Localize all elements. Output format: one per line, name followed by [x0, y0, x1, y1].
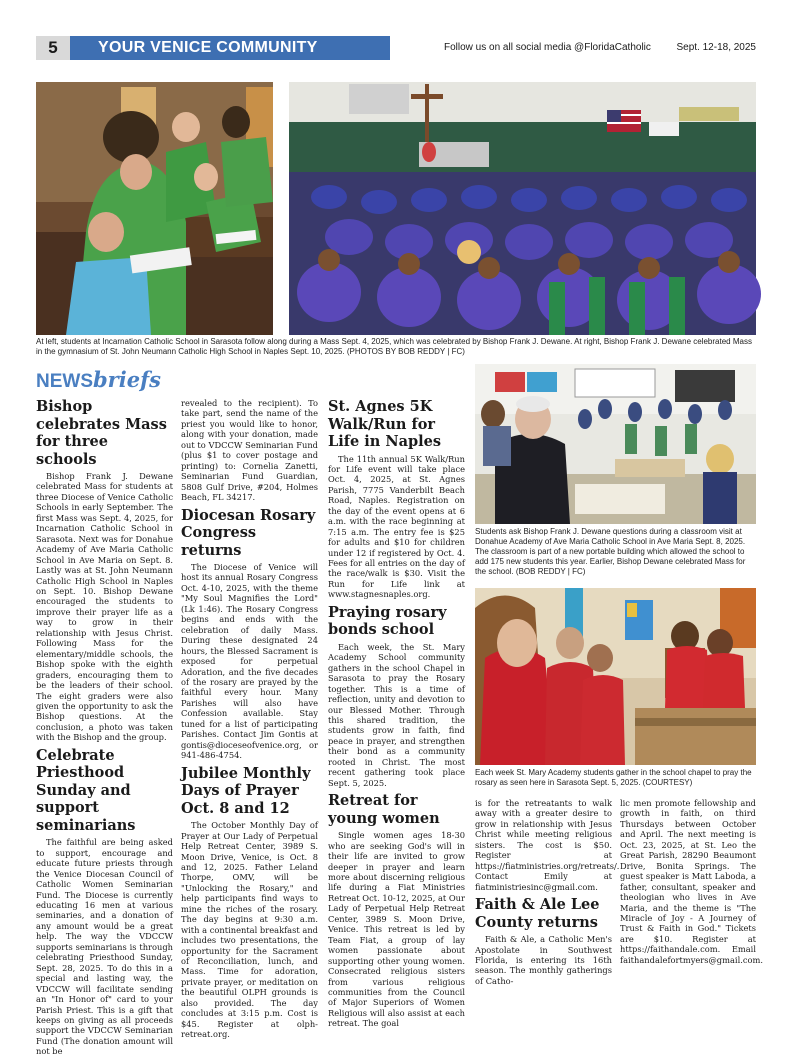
donahue-photo-caption: Students ask Bishop Frank J. Dewane questions during a classroom visit at Donahue Academy of Ave Maria Catholic School in Ave Maria Sept. 8, 2025. The classroom is part of a new portable building which allowed the school to add 175 new students this year. Earlier, Bishop Dewane celebrated Mass for the school. (BOB REDDY | FC): [475, 527, 746, 576]
column-1: [36, 396, 173, 1057]
issue-date: Sept. 12-18, 2025: [676, 42, 756, 53]
rosary-photo-caption: Each week St. Mary Academy students gather in the school chapel to pray the rosary as seen here in Sarasota Sept. 5, 2025. (COURTESY): [475, 768, 752, 787]
article-body-continued: lic men promote fellowship and growth in faith, on third Thursdays between October and April. The next meeting is Oct. 23, 2025, at St. Leo the Great Parish, 28290 Beaumont Drive, Bonita Springs. The guest speaker is Matt Laboda, a father, consultant, speaker and theologian who lives in Ave Maria, and the theme is "The Miracle of Joy - A Journey of Trust & Faith in God." Tickets are $10. Register at https://faithandale.com. Email faithandalefortmyers@gmail.com.: [620, 798, 764, 965]
social-handle: Follow us on all social media @FloridaCatholic: [444, 42, 651, 53]
article-body: Bishop Frank J. Dewane celebrated Mass for students at three Diocese of Venice Catholic Schools in early September. The first Mass was Sept. 4, 2025, for Incarnation Catholic School in Sarasota. Next was for Donahue Academy of Ave Maria Catholic School in Ave Maria on Sept. 8. Lastly was at St. John Neumann Catholic High School in Naples on Sept. 10. Bishop Dewane encouraged the students to improve their prayer life as a way to grow in their relationship with Jesus Christ. Following Mass for the elementary/middle schools, the Bishop spoke with the eighth graders, encouraging them to be the leaders of their school. The eight graders were also given the opportunity to ask the Bishop questions. At the conclusion, a photo was taken with the Bishop and the group.: [36, 471, 173, 743]
page-header: [36, 36, 756, 60]
newsbriefs-label-news: NEWS: [36, 371, 93, 392]
article-body: The October Monthly Day of Prayer at Our Lady of Perpetual Help Retreat Center, 3989 S. Moon Drive, Venice, is Oct. 8 and 12, 2025. Father Leland Thorpe, OMV, will be "Unlocking the Rosary," and help participants find ways to mine the riches of the rosary. The day begins at 9:30 a.m. with a continental breakfast and includes two presentations, the opportunity for the Sacrament of Reconciliation, lunch, and Mass. Time for adoration, private prayer, or meditation on the beautiful OLPH grounds is also provided. The day concludes at 3:15 p.m. Cost is $45. Register at olph-retreat.org.: [181, 820, 318, 1040]
photo-gym-mass: [289, 82, 756, 335]
column-3: [328, 396, 465, 1029]
article-title: Jubilee Monthly Days of Prayer Oct. 8 and 12: [181, 764, 311, 817]
photo-rosary-chapel: [475, 588, 756, 765]
article-body-continued: is for the retreatants to walk away with a greater desire to grow in relationship with Jesus Christ while meeting religious sisters. The cost is $50. Register at https://fiatministries.org/retreats/. Contact Emily at fiatministriesinc@gmail.com.: [475, 798, 620, 892]
article-body: Single women ages 18-30 who are seeking God's will in their life are invited to grow deeper in prayer and learn more about discerning religious life during a Fiat Ministries Retreat Oct. 10-12, 2025, at Our Lady of Perpetual Help Retreat Center, 3989 S. Moon Drive, Venice. This retreat is led by Team Fiat, a group of lay women passionate about supporting other young women. Consecrated religious sisters from various religious communities from the Council of Major Superiors of Women Religious will also assist at each retreat. The goal: [328, 830, 465, 1029]
newsbriefs-heading: [36, 367, 176, 393]
article-body-continued: revealed to the recipient). To take part, send the name of the priest you would like to honor, along with your donation, made out to VDCCW Seminarian Fund (plus $1 to cover postage and printing) to: Cornelia Zanetti, Seminarian Fund Guardian, 5808 Gulf Drive, #204, Holmes Beach, FL 34217.: [181, 398, 318, 503]
article-body: Each week, the St. Mary Academy School community gathers in the school Chapel in Sarasota to pray the Rosary together. This is a time of reflection, unity and devotion to our Blessed Mother. Through this shared tradition, the students grow in faith, find peace in prayer, and strengthen their bond as a community rooted in Christ. The most recent gathering took place Sept. 5, 2025.: [328, 641, 465, 788]
column-4: [475, 798, 620, 986]
article-body: The Diocese of Venice will host its annual Rosary Congress Oct. 4-10, 2025, with the theme "My Soul Magnifies the Lord" (Lk 1:46). The Rosary Congress begins and ends with the celebration of daily Mass. During these designated 24 hours, the Blessed Sacrament is exposed for perpetual Adoration, and the five decades of the rosary are prayed by the faithful every hour. Many Parishes will also have Confession available. Stay tuned for a list of participating Parishes. Contact Jim Gontis at gontis@dioceseofvenice.org, or 941-486-4754.: [181, 562, 318, 761]
article-body: Faith & Ale, a Catholic Men's Apostolate in Southwest Florida, is entering its 16th season. The monthly gatherings of Catho-: [475, 934, 612, 986]
page-number: 5: [36, 36, 70, 60]
article-title: Retreat for young women: [328, 792, 440, 827]
article-body: The faithful are being asked to support, encourage and educate future priests through the Venice Diocesan Council of Catholic Women Seminarian Fund. The Diocese is currently educating 16 men at various seminaries, and a donation of any amount would be a great help. The way the VDCCW supports seminarians is through celebrating Priesthood Sunday, Sept. 28, 2025. To do this in a special and lasting way, the VDCCW will facilitate sending an "In Honor of" card to your Parish Priest. This is a gift that keeps on giving as all proceeds support the VDCCW Seminarian Fund (The donation amount will not be: [36, 837, 173, 1057]
photo-incarnation-students: [36, 82, 273, 335]
article-title: Diocesan Rosary Congress returns: [181, 506, 316, 559]
article-body: The 11th annual 5K Walk/Run for Life event will take place Oct. 4, 2025, at St. Agnes Parish, 7775 Vanderbilt Beach Road, Naples. Registration on the day of the event opens at 6 a.m. with the race beginning at 7:15 a.m. The entry fee is $25 for adults and $10 for children under 12 if registered by Oct. 4. Fees for all entries on the day of the race/walk is $30. Visit the Run for Life link at www.stagnesnaples.org.: [328, 453, 465, 600]
article-title: Celebrate Priesthood Sunday and support seminarians: [36, 746, 136, 834]
column-2: [181, 398, 318, 1040]
article-title: St. Agnes 5K Walk/Run for Life in Naples: [328, 398, 441, 450]
article-title: Praying rosary bonds school: [328, 603, 447, 639]
section-title: YOUR VENICE COMMUNITY: [70, 36, 390, 60]
top-photo-caption: At left, students at Incarnation Catholic School in Sarasota follow along during a Mass Sept. 4, 2025, which was celebrated by Bishop Frank J. Dewane. At right, Bishop Frank J. Dewane celebrated Mass in the gymnasium of St. John Neumann Catholic High School in Naples Sept. 10, 2025. (PHOTOS BY BOB REDDY | FC): [36, 337, 752, 356]
column-5: [620, 798, 764, 965]
article-title: Bishop celebrates Mass for three schools: [36, 398, 167, 468]
article-title: Faith & Ale Lee County returns: [475, 896, 600, 931]
newsbriefs-label-briefs: briefs: [93, 367, 161, 392]
photo-donahue-classroom: [475, 364, 756, 524]
